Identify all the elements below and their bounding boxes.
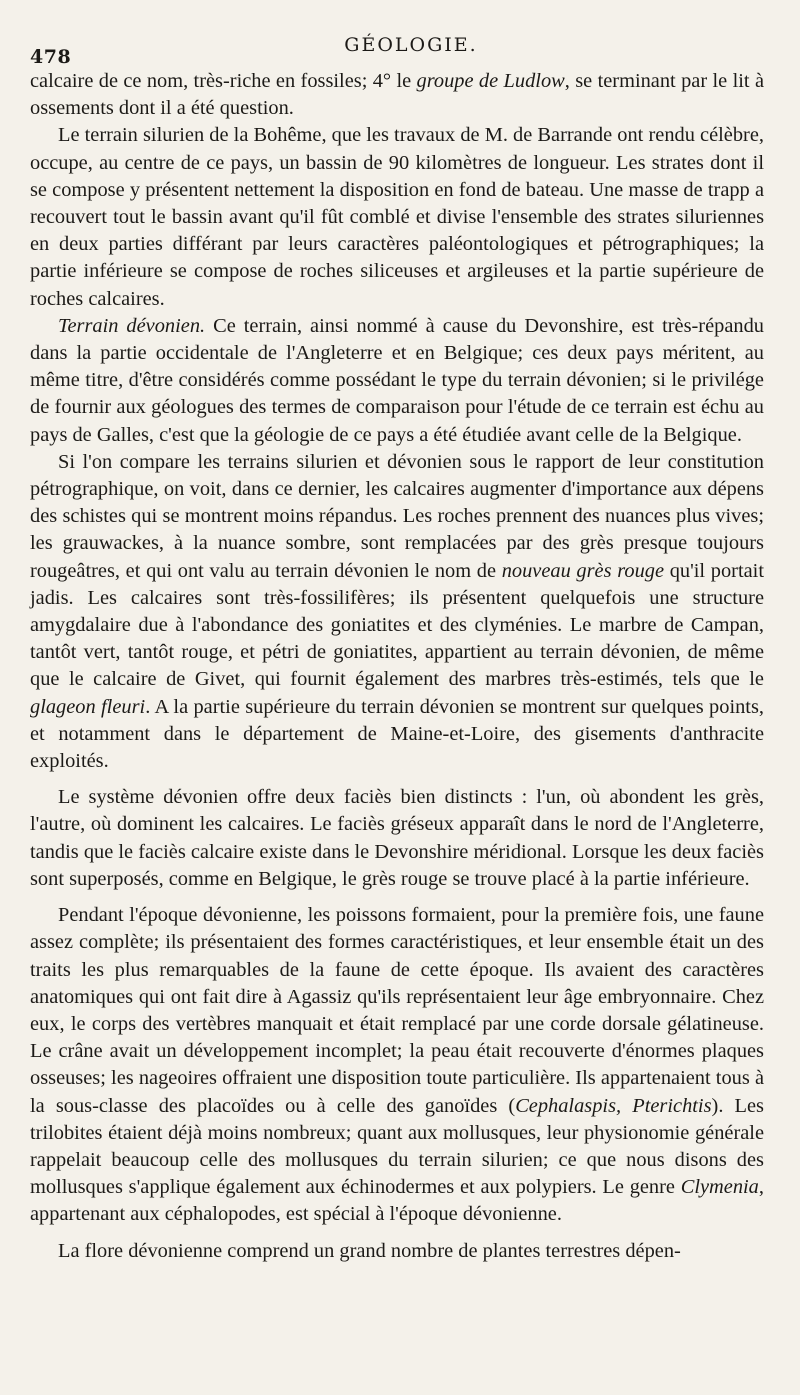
running-title: GÉOLOGIE. — [344, 34, 478, 56]
text-segment: Pendant l'époque dévonienne, les poissons formaient, pour la première fois, une faune assez complète; ils présentaient des formes caractéristiques, et leur ensemble était un des traits les plus remarquables de la faune de cette époque. Ils avaient des caractères anatomiques qui ont fait dire à Agassiz qu'ils représentaient leur âge embryonnaire. Chez eux, le corps des vertèbres manquait et était remplacé par une corde dorsale gélatineuse. Le crâne avait un développement incomplet; la peau était recouverte d'énormes plaques osseuses; les nageoires offraient une disposition toute particulière. Ils appartenaient tous à la sous-classe des placoïdes ou à celle des ganoïdes ( — [30, 904, 764, 1117]
text-segment: , se terminant par le lit à ossements dont il a été question. — [30, 70, 764, 120]
paragraph-p3 — [30, 313, 764, 449]
paragraph-p1 — [30, 68, 764, 122]
text-segment: La flore dévonienne comprend un grand nombre de plantes terrestres dépen- — [58, 1239, 681, 1262]
text-segment: , appartenant aux céphalopodes, est spécial à l'époque dévonienne. — [30, 1176, 764, 1226]
text-segment: calcaire de ce nom, très-riche en fossiles; 4° le — [30, 70, 417, 92]
paragraph-p7 — [30, 1238, 764, 1265]
paragraph-p6 — [30, 902, 764, 1228]
text-segment: ). Les trilobites étaient déjà moins nombreux; quant aux mollusques, leur physionomie générale rappelait beaucoup celle des mollusques du terrain silurien; ce que nous disons des mollusques s'applique également aux échinodermes et aux polypiers. Le genre — [30, 1094, 764, 1199]
paragraph-p4 — [30, 449, 764, 775]
paragraph-p2 — [30, 122, 764, 312]
italic-term: nouveau grès rouge — [501, 559, 665, 582]
paragraph-p5 — [30, 784, 764, 893]
italic-term: glageon fleuri — [30, 695, 146, 718]
text-segment: Le terrain silurien de la Bohême, que les travaux de M. de Barrande ont rendu célèbre, occupe, au centre de ce pays, un bassin de 90 kilomètres de longueur. Les strates dont il se compose y présentent nettement la disposition en fond de bateau. Une masse de trapp a recouvert tout le bassin avant qu'il fût comblé et divise l'ensemble des strates siluriennes en deux parties différant par leurs caractères paléontologiques et pétrographiques; la partie inférieure se compose de roches siliceuses et argileuses et la partie supérieure de roches calcaires. — [30, 124, 764, 310]
italic-term: Clymenia — [680, 1176, 759, 1199]
text-segment: qu'il portait jadis. Les calcaires sont très-fossilifères; ils présentent quelquefois une structure amygdalaire due à l'abondance des goniatites et des clyménies. Le marbre de Campan, tantôt vert, tantôt rouge, et pétri de goniatites, appartient au terrain dévonien, de même que le calcaire de Givet, qui fournit également des marbres très-estimés, tels que le — [30, 559, 764, 691]
text-segment: Le système dévonien offre deux faciès bien distincts : l'un, où abondent les grès, l'autre, où dominent les calcaires. Le faciès gréseux apparaît dans le nord de l'Angleterre, tandis que le faciès calcaire existe dans le Devonshire méridional. Lorsque les deux faciès sont superposés, comme en Belgique, le grès rouge se trouve placé à la partie inférieure. — [30, 786, 764, 890]
italic-term: Terrain dévonien. — [58, 314, 206, 337]
page-number: 478 — [30, 46, 72, 68]
italic-term: groupe de Ludlow — [416, 70, 565, 92]
page-header — [30, 28, 764, 68]
text-segment: Ce terrain, ainsi nommé à cause du Devonshire, est très-répandu dans la partie occidentale de l'Angleterre et en Belgique; ces deux pays méritent, au même titre, d'être considérés comme possédant le type du terrain dévonien; si le privilége de fournir aux géologues des termes de comparaison pour l'étude de ce terrain est échu au pays de Galles, c'est que la géologie de ce pays a été étudiée avant celle de la Belgique. — [30, 314, 764, 446]
text-segment: . A la partie supérieure du terrain dévonien se montrent sur quelques points, et notamment dans le département de Maine-et-Loire, des gisements d'anthracite exploités. — [30, 695, 765, 773]
italic-term: Cephalaspis, Pterichtis — [515, 1094, 712, 1117]
body-text — [30, 68, 764, 1265]
text-segment: Si l'on compare les terrains silurien et dévonien sous le rapport de leur constitution pétrographique, on voit, dans ce dernier, les calcaires augmenter d'importance aux dépens des schistes qui se montrent moins répandus. Les roches prennent des nuances plus vives; les grauwackes, à la nuance sombre, sont remplacées par des grès presque toujours rougeâtres, et qui ont valu au terrain dévonien le nom de — [30, 450, 764, 582]
